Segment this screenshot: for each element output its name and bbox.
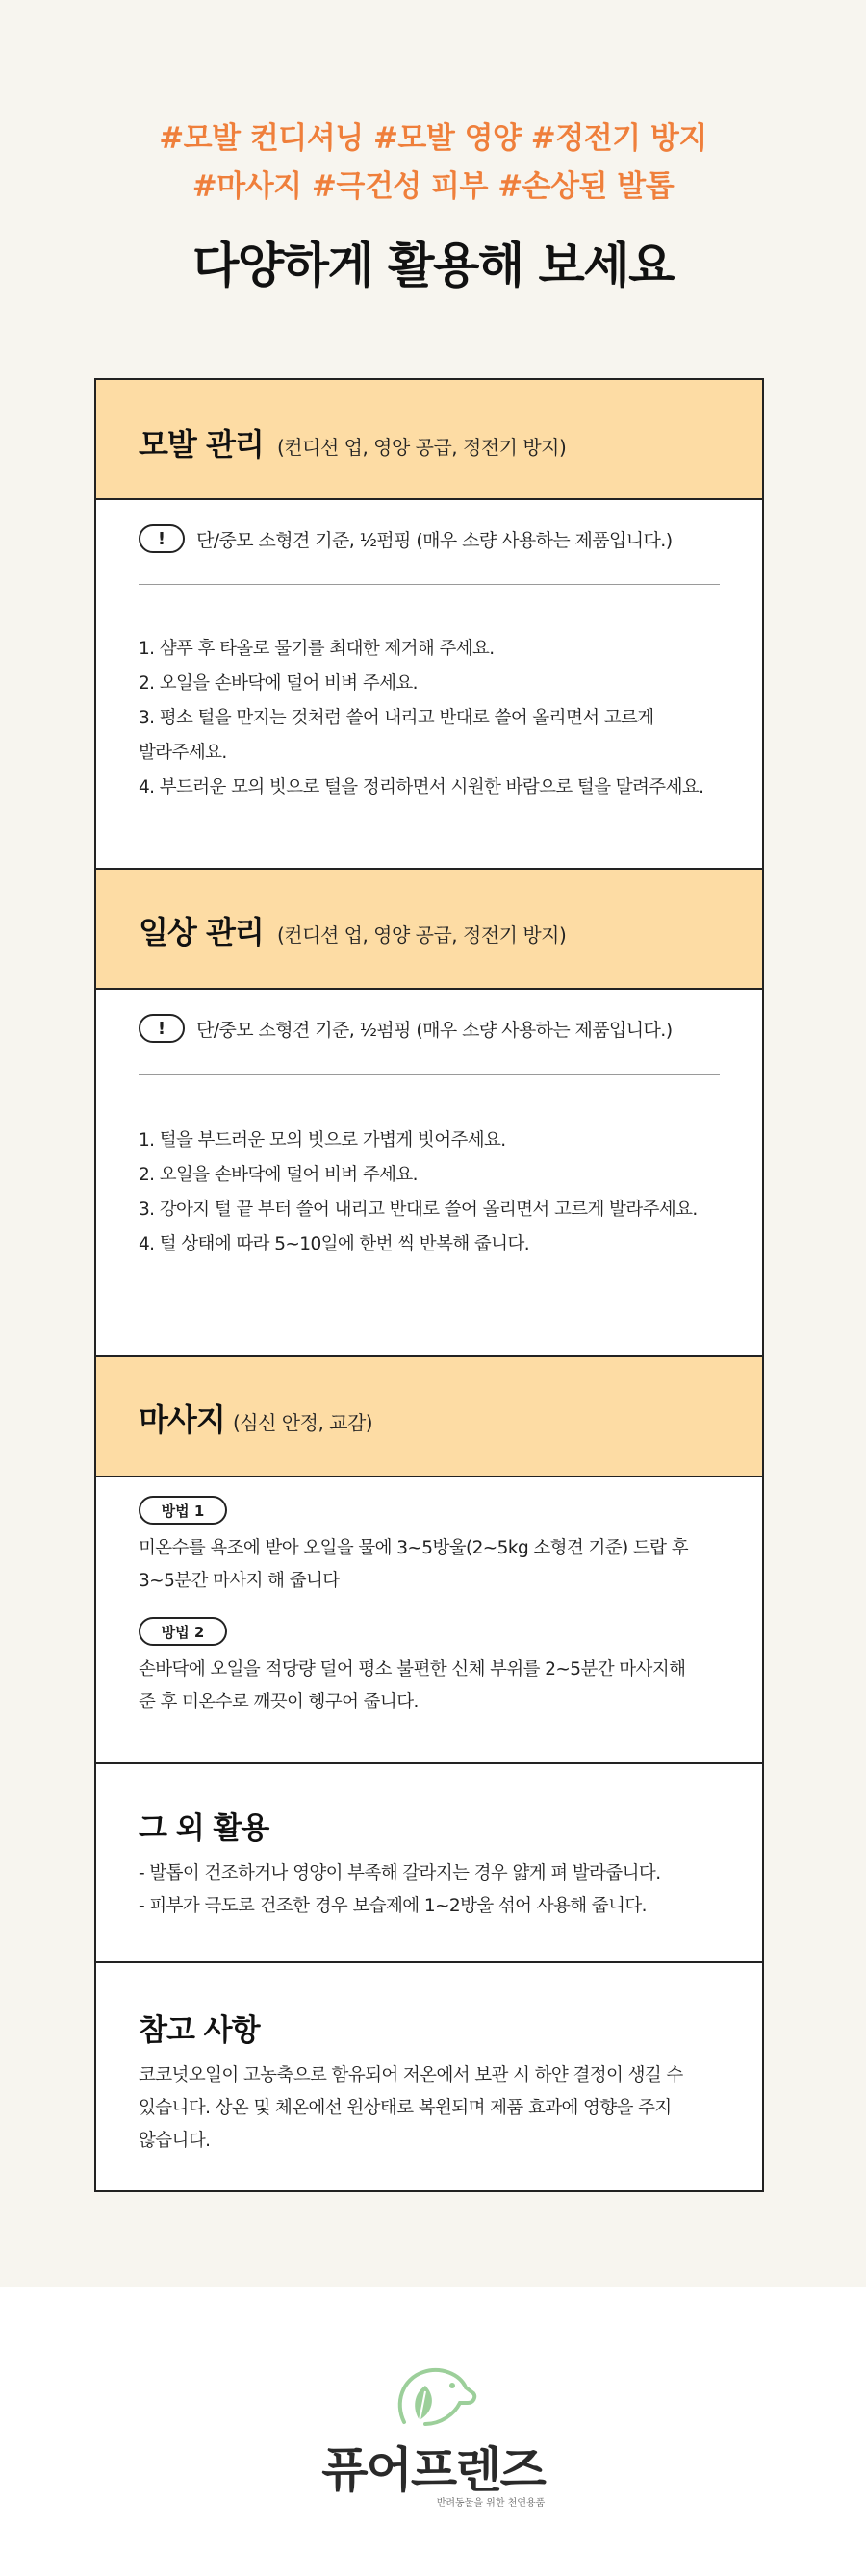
massage-subtitle: (심신 안정, 교감) xyxy=(233,1411,373,1434)
method-2-line: 준 후 미온수로 깨끗이 헹구어 줍니다. xyxy=(139,1692,419,1712)
massage-title: 마사지 xyxy=(139,1402,225,1438)
method-2-line: 손바닥에 오일을 적당량 덜어 평소 불편한 신체 부위를 2~5분간 마사지해 xyxy=(139,1659,686,1679)
hero-section xyxy=(0,0,866,378)
divider xyxy=(139,584,720,585)
divider xyxy=(96,1762,762,1764)
method-2-text xyxy=(139,1654,735,1719)
other-uses-title: 그 외 활용 xyxy=(139,1811,269,1846)
hair-care-title: 모발 관리 xyxy=(139,426,264,463)
daily-care-subtitle: (컨디션 업, 영양 공급, 정전기 방지) xyxy=(277,923,567,947)
daily-care-header xyxy=(96,868,762,990)
notes-line: 않습니다. xyxy=(139,2131,211,2151)
brand-tagline: 반려동물을 위한 천연용품 xyxy=(436,2498,546,2509)
method-2-badge: 방법 2 xyxy=(139,1617,227,1646)
list-item: 3. 강아지 털 끝 부터 쓸어 내리고 반대로 쓸어 올리면서 고르게 발라주세요. xyxy=(139,1200,698,1220)
exclamation-icon: ! xyxy=(139,524,185,553)
method-1-text xyxy=(139,1532,735,1598)
dog-leaf-logo-icon xyxy=(385,2364,481,2432)
hashtag-line-2: #마사지 #극건성 피부 #손상된 발톱 xyxy=(191,169,675,204)
notes-line: 코코넛오일이 고농축으로 함유되어 저온에서 보관 시 하얀 결정이 생길 수 xyxy=(139,2065,683,2085)
list-item: - 피부가 극도로 건조한 경우 보습제에 1~2방울 섞어 사용해 줍니다. xyxy=(139,1896,647,1916)
brand-footer xyxy=(0,2287,866,2576)
daily-care-steps xyxy=(139,1124,735,1262)
list-item: - 발톱이 건조하거나 영양이 부족해 갈라지는 경우 얇게 펴 발라줍니다. xyxy=(139,1863,661,1883)
exclamation-icon: ! xyxy=(139,1014,185,1043)
usage-card xyxy=(94,378,764,2192)
hair-care-notice xyxy=(139,524,673,553)
page-title: 다양하게 활용해 보세요 xyxy=(192,238,674,293)
massage-header xyxy=(96,1355,762,1477)
divider xyxy=(96,1961,762,1963)
daily-care-title: 일상 관리 xyxy=(139,914,264,950)
method-1-badge: 방법 1 xyxy=(139,1496,227,1525)
hair-care-subtitle: (컨디션 업, 영양 공급, 정전기 방지) xyxy=(277,436,567,459)
notes-line: 있습니다. 상온 및 체온에선 원상태로 복원되며 제품 효과에 영향을 주지 xyxy=(139,2098,672,2118)
hashtag-line-1: #모발 컨디셔닝 #모발 영양 #정전기 방지 xyxy=(159,121,707,156)
list-item: 4. 털 상태에 따라 5~10일에 한번 씩 반복해 줍니다. xyxy=(139,1234,529,1254)
notes-title: 참고 사항 xyxy=(139,2013,260,2048)
hair-care-notice-text: 단/중모 소형견 기준, ½펌핑 (매우 소량 사용하는 제품입니다.) xyxy=(196,529,673,551)
list-item: 3. 평소 털을 만지는 것처럼 쓸어 내리고 반대로 쓸어 올리면서 고르게 xyxy=(139,708,654,728)
list-item: 발라주세요. xyxy=(139,743,227,763)
brand-name: 퓨어프렌즈 xyxy=(321,2442,545,2498)
other-uses-text xyxy=(139,1857,735,1923)
notes-text xyxy=(139,2059,735,2158)
hair-care-steps xyxy=(139,632,735,805)
method-1-line: 3~5분간 마사지 해 줍니다 xyxy=(139,1571,340,1591)
daily-care-notice-text: 단/중모 소형견 기준, ½펌핑 (매우 소량 사용하는 제품입니다.) xyxy=(196,1019,673,1041)
divider xyxy=(139,1074,720,1075)
daily-care-notice xyxy=(139,1014,673,1043)
hair-care-header xyxy=(96,380,762,500)
list-item: 4. 부드러운 모의 빗으로 털을 정리하면서 시원한 바람으로 털을 말려주세요. xyxy=(139,777,704,797)
method-1-line: 미온수를 욕조에 받아 오일을 물에 3~5방울(2~5kg 소형견 기준) 드랍 후 xyxy=(139,1538,689,1558)
list-item: 2. 오일을 손바닥에 덜어 비벼 주세요. xyxy=(139,673,418,694)
list-item: 2. 오일을 손바닥에 덜어 비벼 주세요. xyxy=(139,1165,418,1185)
list-item: 1. 털을 부드러운 모의 빗으로 가볍게 빗어주세요. xyxy=(139,1130,506,1150)
list-item: 1. 샴푸 후 타올로 물기를 최대한 제거해 주세요. xyxy=(139,639,495,659)
